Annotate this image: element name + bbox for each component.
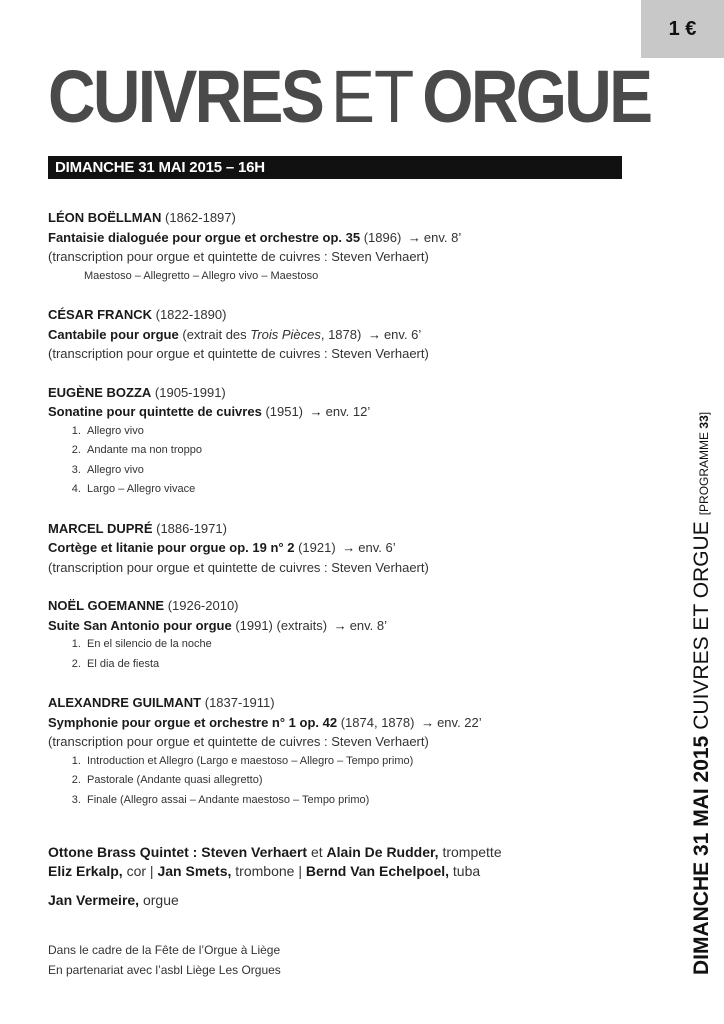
side-title: CUIVRES ET ORGUE — [690, 521, 713, 730]
composer-dates: (1822-1890) — [155, 307, 227, 322]
performer-name: Alain De Rudder, — [326, 844, 439, 860]
work-year: (1896) — [363, 229, 402, 245]
work-source-title: Trois Pièces — [250, 326, 321, 342]
performer-name: Jan Vermeire, — [48, 892, 140, 908]
ensemble-name: Ottone Brass Quintet : Steven Verhaert — [48, 844, 308, 860]
footer-line: Dans le cadre de la Fête de l’Orgue à Liège — [48, 943, 281, 957]
side-program-open: [PROGRAMME — [697, 431, 711, 516]
piece-goemanne — [48, 596, 648, 674]
composer-dates: (1837-1911) — [204, 695, 275, 710]
arrow-icon: → — [421, 714, 435, 730]
composer-dates: (1886-1971) — [156, 520, 227, 536]
work-source-pre: (extrait des — [182, 326, 251, 342]
composer-name: MARCEL DUPRÉ — [48, 520, 153, 536]
work-title: Cantabile pour orgue — [48, 326, 179, 342]
performer-name: Eliz Erkalp, — [48, 863, 123, 879]
piece-guilmant — [48, 693, 648, 810]
work-year: (1921) — [298, 540, 336, 555]
side-program — [697, 412, 711, 515]
page-title — [48, 52, 650, 142]
work-year: (1991) (extraits) — [235, 617, 328, 633]
work-source-post: , 1878) — [320, 326, 362, 342]
composer-name: LÉON BOËLLMAN — [48, 210, 162, 225]
work-title: Cortège et litanie pour orgue op. 19 n° 2 — [48, 540, 295, 555]
composer-name: EUGÈNE BOZZA — [48, 384, 152, 400]
movement-item: 2. Pastorale (Andante quasi allegretto) — [84, 771, 648, 791]
work-title: Fantaisie dialoguée pour orgue et orchestre op. 35 — [48, 229, 361, 245]
performer-role: tuba — [452, 863, 481, 879]
composer-dates: (1926-2010) — [167, 598, 239, 613]
work-duration: env. 22’ — [437, 714, 482, 730]
movement-list — [48, 635, 648, 674]
title-cuivres: CUIVRES — [48, 55, 323, 138]
movement-list — [48, 752, 648, 811]
work-title: Sonatine pour quintette de cuivres — [48, 404, 262, 419]
work-duration: env. 6’ — [358, 540, 396, 555]
performer-role: trompette — [442, 844, 502, 860]
arrow-icon: → — [367, 326, 381, 342]
footer-note — [48, 940, 281, 980]
side-date: DIMANCHE 31 MAI 2015 — [690, 735, 713, 975]
movement-item: 2. El dia de fiesta — [84, 655, 648, 675]
movement-item: 1. Allegro vivo — [84, 422, 648, 442]
performer-role: orgue — [142, 892, 179, 908]
footer-line: En partenariat avec l’asbl Liège Les Orgues — [48, 963, 281, 977]
movement-item: 2. Andante ma non troppo — [84, 441, 648, 461]
transcription-note: (transcription pour orgue et quintette de cuivres : Steven Verhaert) — [48, 346, 429, 361]
price-badge — [641, 0, 724, 58]
transcription-note: (transcription pour orgue et quintette de cuivres : Steven Verhaert) — [48, 249, 429, 264]
side-label — [690, 412, 714, 975]
program-list — [48, 208, 648, 829]
work-title: Symphonie pour orgue et orchestre n° 1 op. 42 — [48, 714, 338, 730]
movement-item: 3. Finale (Allegro assai – Andante maestoso – Tempo primo) — [84, 791, 648, 811]
work-duration: env. 6’ — [383, 326, 422, 342]
performers — [48, 843, 502, 910]
side-program-number: 33 — [697, 415, 711, 429]
work-year: (1951) — [265, 404, 304, 419]
work-year: (1874, 1878) — [340, 714, 415, 730]
side-program-close: ] — [697, 411, 711, 416]
transcription-note: (transcription pour orgue et quintette de cuivres : Steven Verhaert) — [48, 734, 429, 749]
work-duration: env. 8’ — [423, 229, 462, 245]
movement-item: 1. Introduction et Allegro (Largo e maestoso – Allegro – Tempo primo) — [84, 752, 648, 772]
work-duration: env. 12’ — [325, 404, 371, 419]
composer-name: CÉSAR FRANCK — [48, 307, 152, 322]
piece-boellman — [48, 208, 648, 286]
composer-name: ALEXANDRE GUILMANT — [48, 695, 202, 710]
work-title: Suite San Antonio pour orgue — [48, 617, 232, 633]
movement-item: 1. En el silencio de la noche — [84, 635, 648, 655]
composer-name: NOËL GOEMANNE — [48, 598, 165, 613]
performer-et: et — [310, 844, 323, 860]
arrow-icon: → — [407, 229, 421, 245]
piece-dupre — [48, 519, 648, 578]
composer-dates: (1862-1897) — [165, 210, 236, 225]
piece-franck — [48, 305, 648, 364]
performer-role: cor | — [126, 863, 154, 879]
date-bar: DIMANCHE 31 MAI 2015 – 16H — [48, 156, 622, 179]
piece-bozza — [48, 383, 648, 500]
performer-role: trombone | — [235, 863, 302, 879]
work-duration: env. 8’ — [349, 617, 388, 633]
title-orgue: ORGUE — [422, 55, 651, 138]
composer-dates: (1905-1991) — [154, 384, 226, 400]
performer-name: Jan Smets, — [157, 863, 232, 879]
arrow-icon: → — [333, 617, 347, 633]
arrow-icon: → — [309, 404, 323, 419]
movement-list — [48, 422, 648, 500]
price-label: 1 € — [668, 17, 697, 40]
movement-line: Maestoso – Allegretto – Allegro vivo – Maestoso — [84, 269, 319, 282]
arrow-icon: → — [342, 540, 356, 555]
transcription-note: (transcription pour orgue et quintette de cuivres : Steven Verhaert) — [48, 559, 429, 575]
movement-item: 3. Allegro vivo — [84, 461, 648, 481]
title-et: ET — [330, 55, 414, 138]
performer-name: Bernd Van Echelpoel, — [305, 863, 450, 879]
movement-item: 4. Largo – Allegro vivace — [84, 480, 648, 500]
